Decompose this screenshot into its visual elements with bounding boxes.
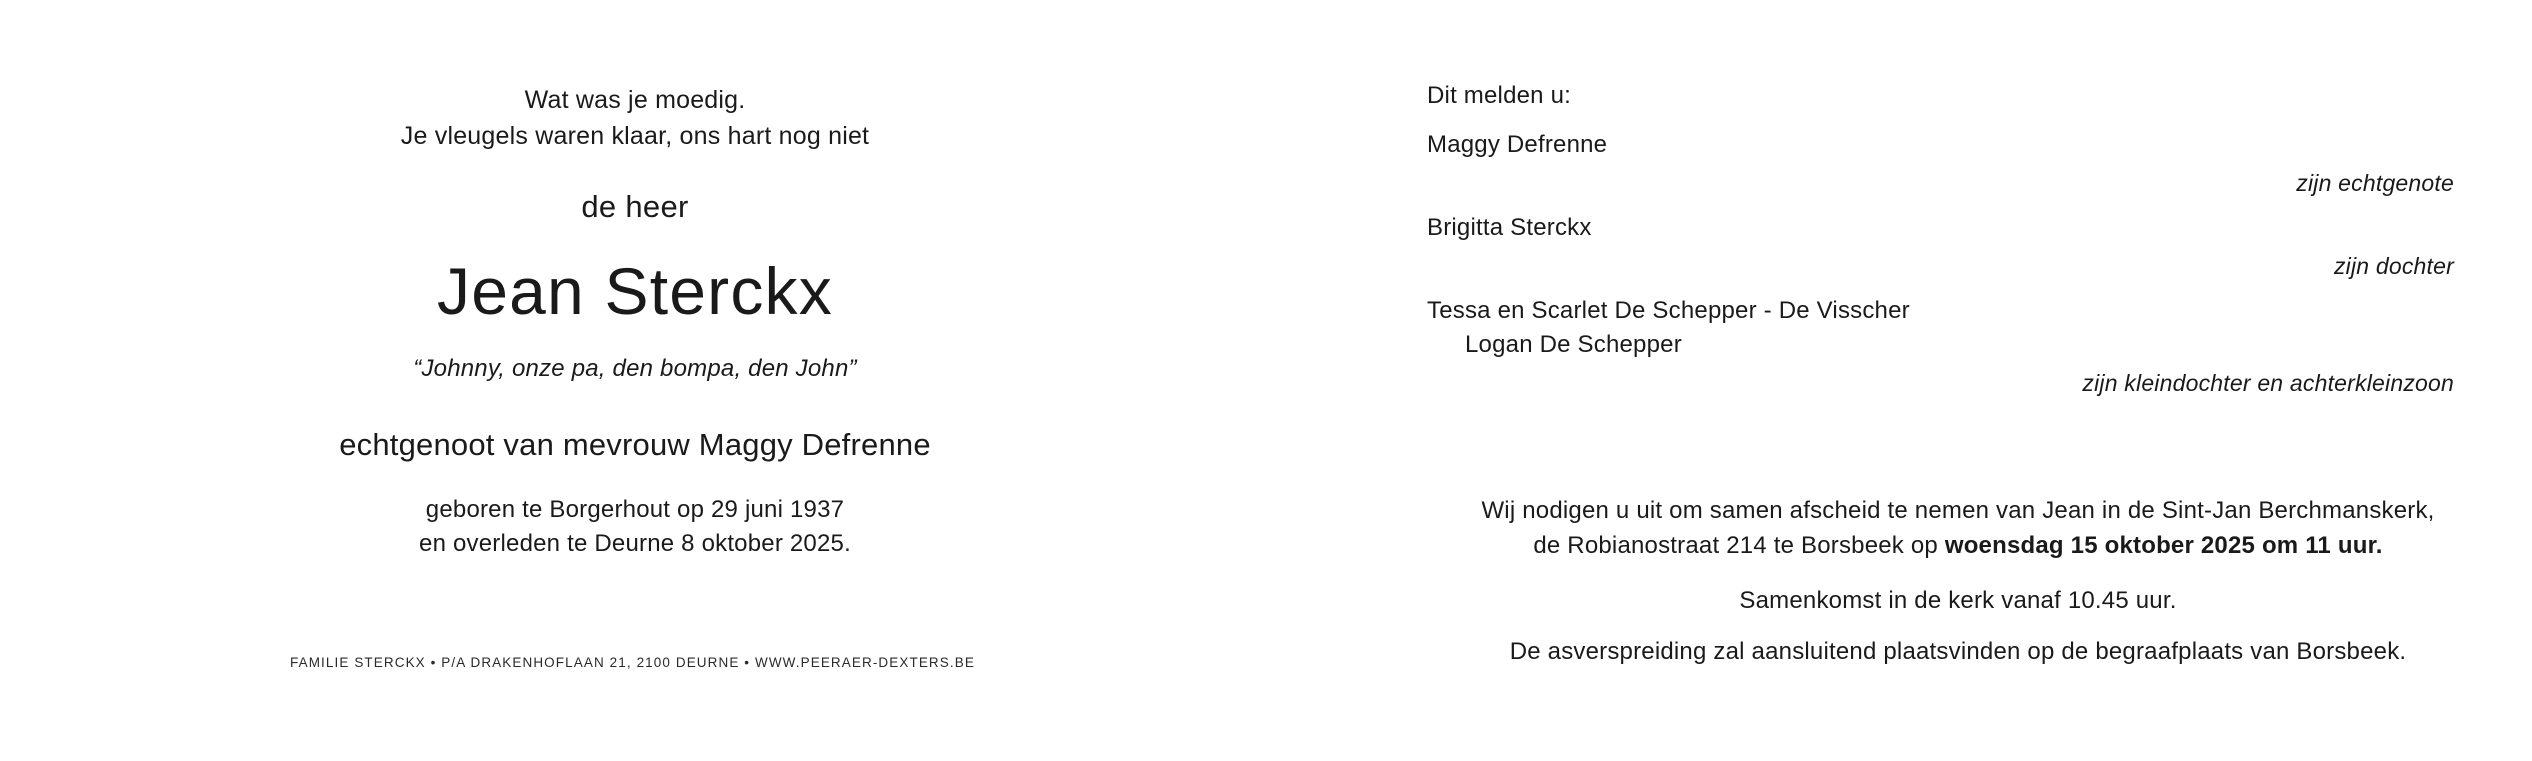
family-name-line: Logan De Schepper	[1465, 331, 1682, 359]
family-names: Brigitta Sterckx	[1427, 214, 1592, 242]
family-group	[1427, 294, 2487, 397]
intro-text	[290, 82, 980, 155]
death-line: en overleden te Deurne 8 oktober 2025.	[419, 530, 851, 558]
invitation-line-1: Wij nodigen u uit om samen afscheid te nemen van Jean in de Sint-Jan Berchmanskerk,	[1481, 497, 2435, 524]
right-page	[1266, 0, 2532, 761]
intro-line-1: Wat was je moedig.	[524, 86, 746, 114]
nickname: “Johnny, onze pa, den bompa, den John”	[413, 354, 857, 382]
life-dates	[290, 493, 980, 563]
intro-line-2: Je vleugels waren klaar, ons hart nog niet	[400, 122, 870, 151]
family-group	[1427, 211, 2487, 280]
family-list	[1427, 128, 2487, 407]
invitation-datetime: woensdag 15 oktober 2025 om 11 uur.	[1944, 531, 2383, 559]
family-relation: zijn kleindochter en achterkleinzoon	[2082, 370, 2454, 397]
announce-label: Dit melden u:	[1427, 82, 1571, 109]
birth-line: geboren te Borgerhout op 29 juni 1937	[425, 495, 845, 523]
scattering-text: De asverspreiding zal aansluitend plaatsvinden op de begraafplaats van Borsbeek.	[1509, 638, 2407, 665]
invitation-line-2	[1427, 529, 2489, 564]
family-names	[1427, 294, 2487, 362]
family-relation: zijn dochter	[2333, 253, 2454, 280]
deceased-name: Jean Sterckx	[437, 253, 833, 328]
family-name-line: Tessa en Scarlet De Schepper - De Visscher	[1427, 297, 1910, 325]
family-names: Maggy Defrenne	[1427, 131, 1608, 158]
family-relation: zijn echtgenote	[2296, 170, 2454, 197]
gathering-text: Samenkomst in de kerk vanaf 10.45 uur.	[1739, 587, 2177, 614]
left-page-content	[290, 0, 980, 562]
footer-imprint: FAMILIE STERCKX • P/A DRAKENHOFLAAN 21, 2100 DEURNE • WWW.PEERAER-DEXTERS.BE	[290, 655, 975, 670]
spouse-line: echtgenoot van mevrouw Maggy Defrenne	[339, 426, 931, 462]
family-group	[1427, 128, 2487, 197]
salutation: de heer	[581, 188, 689, 224]
invitation-text	[1427, 494, 2489, 564]
invitation-line-2-pre: de Robianostraat 214 te Borsbeek op	[1533, 531, 1945, 559]
